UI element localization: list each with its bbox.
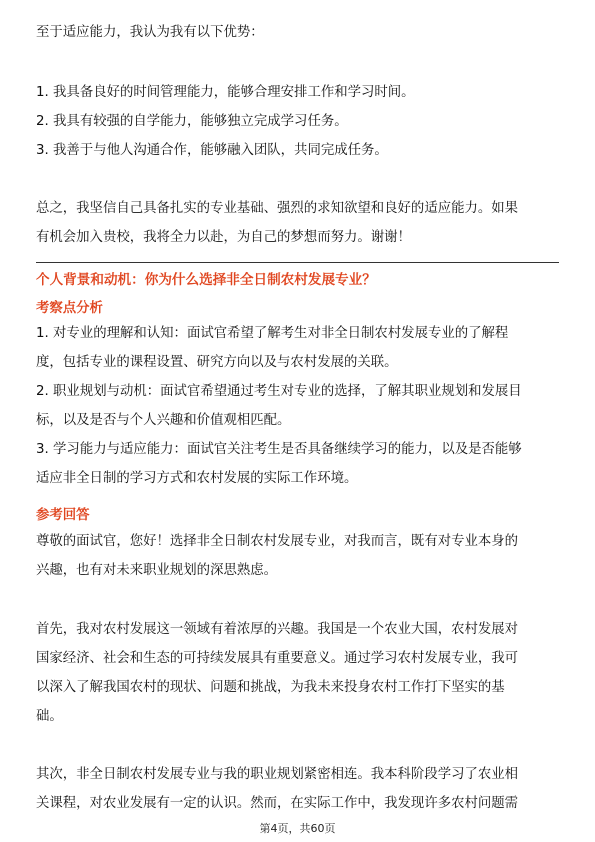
answer-line: 其次，非全日制农村发展专业与我的职业规划紧密相连。我本科阶段学习了农业相 (36, 767, 519, 782)
intro-text: 至于适应能力，我认为我有以下优势： (36, 25, 264, 40)
answer-line: 兴趣，也有对未来职业规划的深思熟虑。 (36, 563, 278, 578)
analysis-line: 2. 职业规划与动机：面试官希望通过考生对专业的选择，了解其职业规划和发展目 (36, 384, 522, 399)
page-number: 第4页，共60页 (259, 822, 336, 835)
analysis-line: 1. 对专业的理解和认知：面试官希望了解考生对非全日制农村发展专业的了解程 (36, 326, 509, 341)
answer-line: 尊敬的面试官，您好！选择非全日制农村发展专业，对我而言，既有对专业本身的 (36, 534, 519, 549)
analysis-heading: 考察点分析 (36, 301, 103, 316)
conclusion-text: 总之，我坚信自己具备扎实的专业基础、强烈的求知欲望和良好的适应能力。如果 (36, 201, 519, 216)
answer-line: 首先，我对农村发展这一领域有着浓厚的兴趣。我国是一个农业大国，农村发展对 (36, 622, 519, 637)
analysis-line: 3. 学习能力与适应能力：面试官关注考生是否具备继续学习的能力，以及是否能够 (36, 442, 522, 457)
answer-line: 关课程，对农业发展有一定的认识。然而，在实际工作中，我发现许多农村问题需 (36, 796, 519, 811)
answer-line: 国家经济、社会和生态的可持续发展具有重要意义。通过学习农村发展专业，我可 (36, 651, 519, 666)
list-item: 2. 我具有较强的自学能力，能够独立完成学习任务。 (36, 114, 348, 129)
conclusion-text: 有机会加入贵校，我将全力以赴，为自己的梦想而努力。谢谢！ (36, 230, 411, 245)
list-item: 1. 我具备良好的时间管理能力，能够合理安排工作和学习时间。 (36, 85, 415, 100)
list-item: 3. 我善于与他人沟通合作，能够融入团队，共同完成任务。 (36, 143, 388, 158)
section-divider (36, 262, 559, 263)
analysis-line: 适应非全日制的学习方式和农村发展的实际工作环境。 (36, 471, 358, 486)
analysis-line: 标，以及是否与个人兴趣和价值观相匹配。 (36, 413, 291, 428)
answer-line: 础。 (36, 709, 63, 724)
answer-line: 以深入了解我国农村的现状、问题和挑战，为我未来投身农村工作打下坚实的基 (36, 680, 505, 695)
analysis-line: 度，包括专业的课程设置、研究方向以及与农村发展的关联。 (36, 355, 398, 370)
question-title: 个人背景和动机：你为什么选择非全日制农村发展专业？ (36, 272, 376, 288)
answer-heading: 参考回答 (36, 508, 90, 523)
